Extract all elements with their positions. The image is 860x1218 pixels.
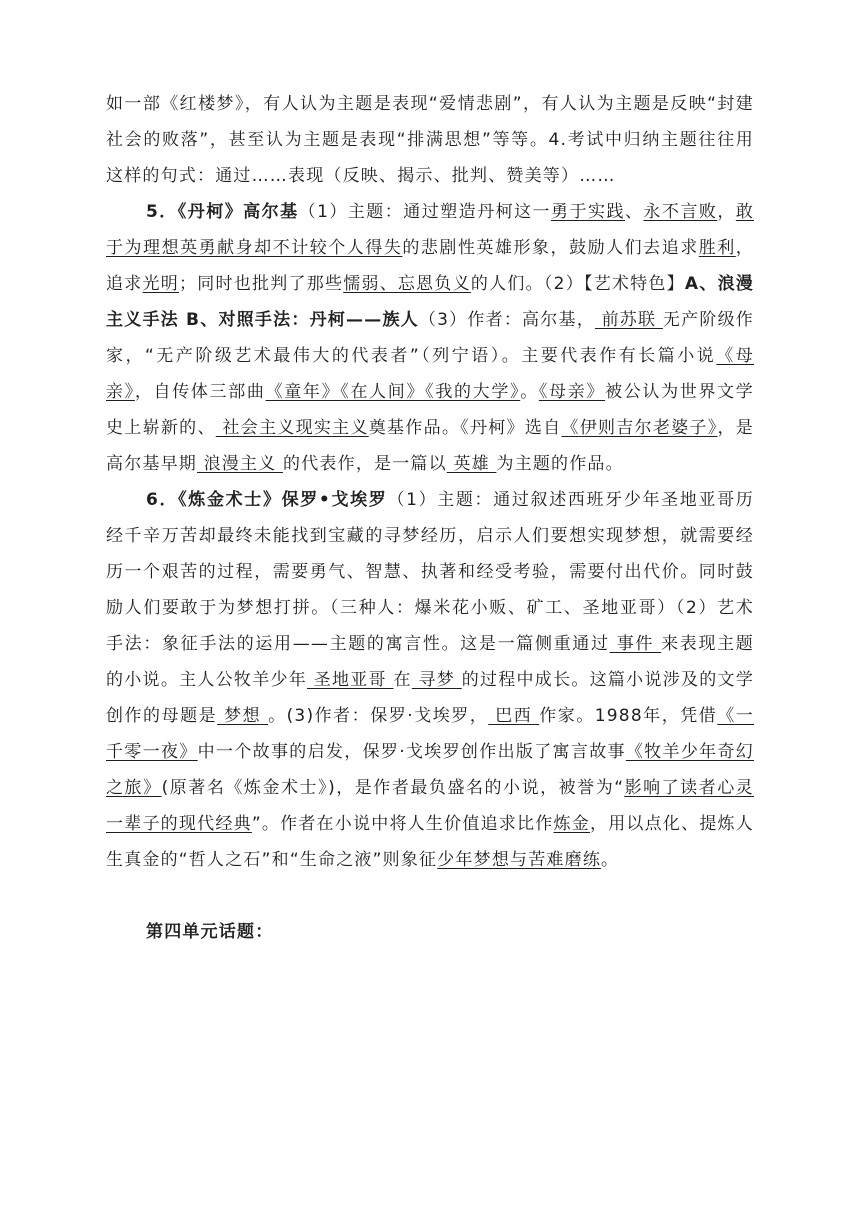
text-run: ，自传体三部曲: [134, 382, 266, 402]
document-body: [106, 86, 754, 950]
text-run: ，是高尔基早期: [106, 418, 754, 474]
underlined-answer: 寻梦: [411, 670, 462, 690]
text-run: 被公认为世界文学史上崭新的、: [106, 382, 754, 438]
underlined-answer: 英雄: [446, 454, 497, 474]
paragraph: [106, 482, 754, 878]
text-run: 。: [601, 850, 620, 870]
text-run: ，: [717, 202, 736, 222]
paragraph: [106, 914, 754, 950]
underlined-answer: 影响了读者心灵一辈子的现代经典: [106, 778, 754, 834]
text-run: （3）作者：高尔基，: [418, 310, 595, 330]
text-run: ”。作者在小说中将人生价值追求比作: [251, 814, 554, 834]
text-run: 为主题的作品。: [496, 454, 624, 474]
underlined-answer: 巴西: [488, 706, 540, 726]
underlined-answer: 光明: [142, 274, 179, 294]
underlined-answer: 圣地亚哥: [307, 670, 394, 690]
underlined-answer: 社会主义现实主义: [215, 418, 369, 438]
underlined-answer: 《母亲》: [106, 346, 755, 402]
text-run: 。: [520, 382, 539, 402]
underlined-answer: 懦弱、忘恩负义: [343, 274, 471, 294]
bold-heading: 第四单元话题：: [146, 922, 274, 942]
underlined-answer: 《一千零一夜》: [106, 706, 755, 762]
bold-heading: 5．《丹柯》高尔基: [146, 202, 299, 222]
underlined-answer: 少年梦想与苦难磨练: [437, 850, 602, 870]
text-run: 中一个故事的启发，保罗·戈埃罗创作出版了寓言故事: [197, 742, 626, 762]
underlined-answer: 浪漫主义: [197, 454, 284, 474]
text-run: ，用以点化、提炼人生真金的“哲人之石”和“生命之液”则象征: [106, 814, 754, 870]
underlined-answer: 事件: [609, 634, 662, 654]
underlined-answer: 胜利: [698, 238, 736, 258]
text-run: 无产阶级作家，“无产阶级艺术最伟大的代表者”（列宁语）。主要代表作有长篇小说: [106, 310, 754, 366]
underlined-answer: 《童年》《在人间》《我的大学》: [265, 382, 521, 402]
bold-heading: 6．《炼金术士》保罗•戈埃罗: [146, 490, 388, 510]
underlined-answer: 永不言败: [643, 202, 718, 222]
underlined-answer: 《牧羊少年奇幻之旅》: [106, 742, 755, 798]
text-run: 、: [624, 202, 644, 222]
underlined-answer: 《母亲》: [538, 382, 606, 402]
text-run: 的人们。（2）【艺术特色】: [470, 274, 685, 294]
paragraph: [106, 86, 754, 194]
text-run: 奠基作品。《丹柯》选自: [368, 418, 562, 438]
text-run: 的代表作，是一篇以: [283, 454, 447, 474]
underlined-answer: 梦想: [217, 706, 269, 726]
text-run: 。(3)作者：保罗·戈埃罗，: [268, 706, 489, 726]
underlined-answer: 《伊则吉尔老婆子》: [561, 418, 718, 438]
bold-heading: A、浪漫主义手法 B、对照手法：丹柯——族人: [106, 274, 755, 330]
text-run: （1）主题：通过塑造丹柯这一: [298, 202, 552, 222]
text-run: ，追求: [106, 238, 754, 294]
underlined-answer: 前苏联: [594, 310, 663, 330]
text-run: 的悲剧性英雄形象，鼓励人们去追求: [402, 238, 699, 258]
underlined-answer: 敢于为理想英勇献身却不计较个人得失: [106, 202, 755, 258]
text-run: 的过程中成长。这篇小说涉及的文学创作的母题是: [106, 670, 755, 726]
text-run: ；同时也批判了那些: [179, 274, 344, 294]
text-run: 如一部《红楼梦》，有人认为主题是表现“爱情悲剧”，有人认为主题是反映“封建社会的败落”，甚至认为主题是表现“排满思想”等等。4.考试中归纳主题往往用这样的句式：通过……表现（反映、揭示、批判、赞美等）……: [106, 94, 754, 186]
underlined-answer: 炼金: [553, 814, 590, 834]
text-run: 来表现主题的小说。主人公牧羊少年: [106, 634, 755, 690]
text-run: 在: [393, 670, 412, 690]
underlined-answer: 勇于实践: [551, 202, 625, 222]
text-run: (原著名《炼金术士》)，是作者最负盛名的小说，被誉为“: [161, 778, 625, 798]
paragraph: [106, 194, 754, 482]
text-run: （1）主题：通过叙述西班牙少年圣地亚哥历经千辛万苦却最终未能找到宝藏的寻梦经历，启示人们要想实现梦想，就需要经历一个艰苦的过程，需要勇气、智慧、执著和经受考验，需要付出代价。同时鼓励人们要敢于为梦想打拼。（三种人：爆米花小贩、矿工、圣地亚哥）（2）艺术手法：象征手法的运用——主题的寓言性。这是一篇侧重通过: [106, 490, 754, 654]
text-run: 作家。1988年，凭借: [539, 706, 718, 726]
